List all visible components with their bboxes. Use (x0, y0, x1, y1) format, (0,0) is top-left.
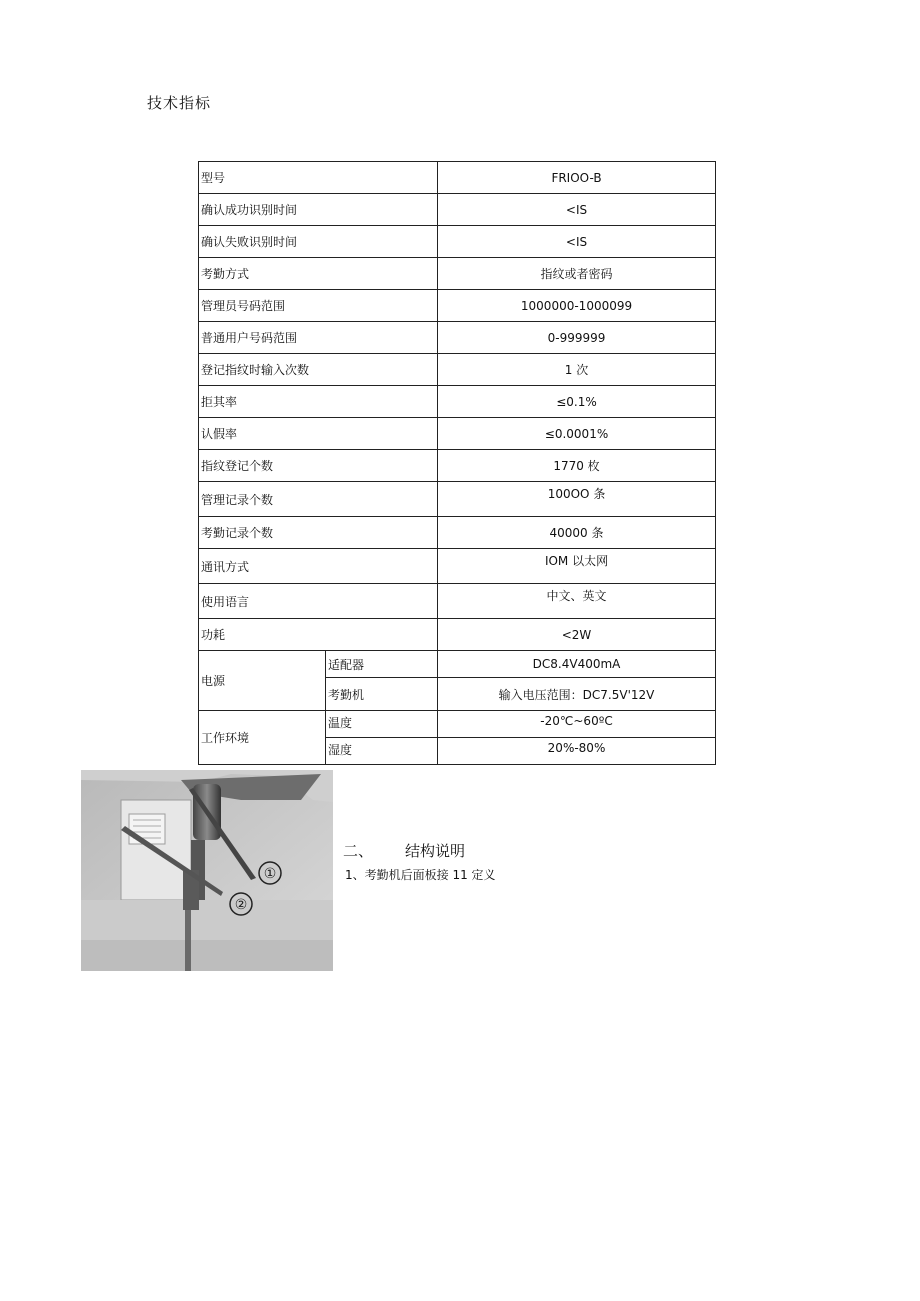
row-label: 登记指纹时输入次数 (199, 354, 438, 386)
table-row (199, 549, 716, 584)
row-value: <2W (438, 619, 716, 651)
row-value: 40000 条 (438, 517, 716, 549)
row-label: 考勤记录个数 (199, 517, 438, 549)
device-connector-photo (81, 770, 333, 971)
row-label: 指纹登记个数 (199, 450, 438, 482)
table-row (199, 226, 716, 258)
row-label: 确认成功识别时间 (199, 194, 438, 226)
row-value: 指纹或者密码 (438, 258, 716, 290)
row-label: 通讯方式 (199, 549, 438, 584)
table-row (199, 418, 716, 450)
row-label: 管理记录个数 (199, 482, 438, 517)
structure-heading (343, 840, 465, 861)
row-label: 认假率 (199, 418, 438, 450)
row-label: 管理员号码范围 (199, 290, 438, 322)
row-value: <IS (438, 194, 716, 226)
row-sublabel: 考勤机 (326, 678, 438, 711)
row-value: DC8.4V400mA (438, 651, 716, 678)
section-title: 技术指标 (147, 94, 212, 112)
table-row (199, 162, 716, 194)
row-value: 20%-80% (438, 738, 716, 765)
table-row (199, 584, 716, 619)
row-value: IOM 以太网 (438, 549, 716, 584)
row-label: 型号 (199, 162, 438, 194)
table-row (199, 386, 716, 418)
row-label: 考勤方式 (199, 258, 438, 290)
table-row (199, 258, 716, 290)
row-value: 中文、英文 (438, 584, 716, 619)
power-label: 电源 (199, 651, 326, 711)
row-label: 功耗 (199, 619, 438, 651)
table-row (199, 354, 716, 386)
row-label: 使用语言 (199, 584, 438, 619)
structure-title: 结构说明 (405, 842, 466, 860)
row-label: 确认失败识别时间 (199, 226, 438, 258)
table-row (199, 194, 716, 226)
table-row (199, 619, 716, 651)
table-row (199, 450, 716, 482)
callout-2: ② (234, 897, 248, 913)
table-row (199, 711, 716, 738)
row-label: 普通用户号码范围 (199, 322, 438, 354)
table-row (199, 290, 716, 322)
row-label: 拒其率 (199, 386, 438, 418)
row-value: 1 次 (438, 354, 716, 386)
environment-label: 工作环境 (199, 711, 326, 765)
structure-number: 二、 (343, 842, 374, 860)
row-sublabel: 适配器 (326, 651, 438, 678)
row-value: ≤0.1% (438, 386, 716, 418)
row-value: <IS (438, 226, 716, 258)
table-row (199, 517, 716, 549)
row-value: -20℃~60ºC (438, 711, 716, 738)
row-value: 0-999999 (438, 322, 716, 354)
table-row (199, 651, 716, 678)
structure-item: 1、考勤机后面板接 11 定义 (345, 868, 496, 882)
row-sublabel: 湿度 (326, 738, 438, 765)
row-value: 100OO 条 (438, 482, 716, 517)
row-value: 1770 枚 (438, 450, 716, 482)
spec-table (198, 161, 716, 765)
table-row (199, 482, 716, 517)
callout-1: ① (263, 866, 277, 882)
row-value: 输入电压范围：DC7.5V'12V (438, 678, 716, 711)
row-value: FRIOO-B (438, 162, 716, 194)
row-value: ≤0.0001% (438, 418, 716, 450)
row-value: 1000000-1000099 (438, 290, 716, 322)
table-row (199, 322, 716, 354)
row-sublabel: 温度 (326, 711, 438, 738)
